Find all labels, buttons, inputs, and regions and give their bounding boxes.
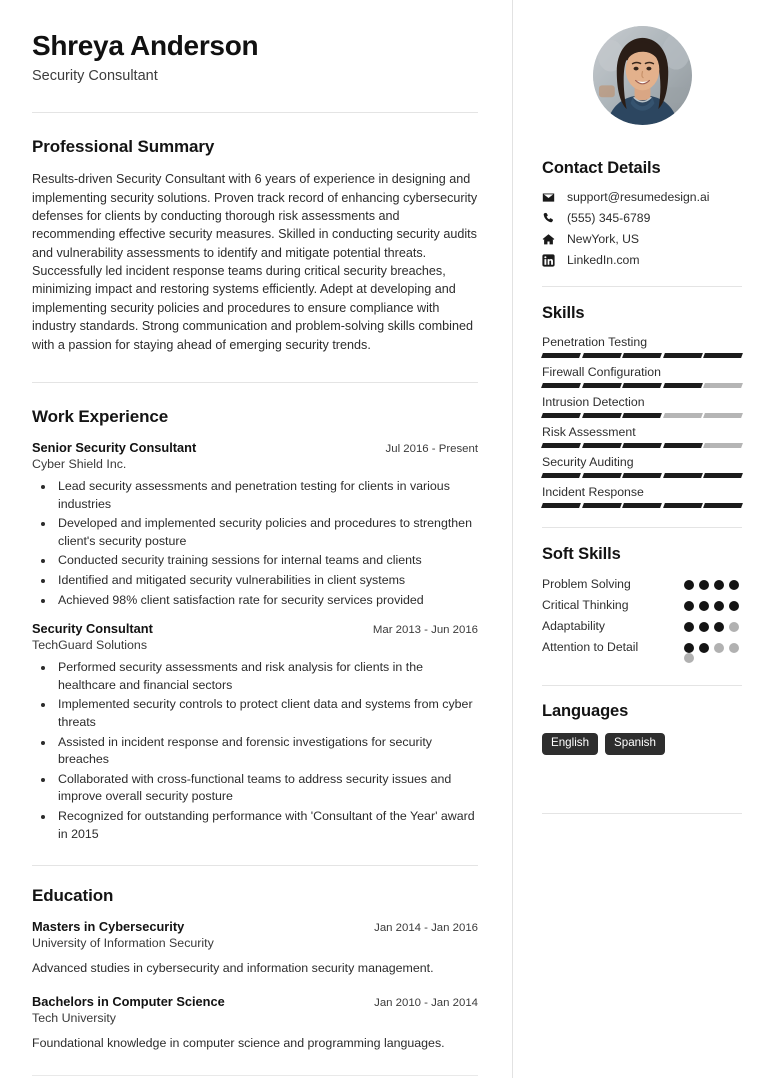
soft-skill-rating-dots [684, 639, 742, 663]
education-school: Tech University [32, 1010, 117, 1025]
rating-dot [699, 601, 709, 611]
work-experience-section [32, 407, 478, 843]
skill-segment [622, 413, 661, 418]
contact-item-phone[interactable] [542, 211, 742, 225]
language-tag-list [542, 733, 742, 755]
education-date: Jan 2010 - Jan 2014 [374, 996, 478, 1009]
avatar-wrap [542, 26, 742, 125]
skill-item [542, 365, 742, 388]
skill-segment [622, 383, 661, 388]
divider [32, 865, 478, 866]
section-heading-skills: Skills [542, 304, 585, 322]
contact-item-linkedin[interactable] [542, 253, 742, 267]
experience-bullets [32, 478, 478, 609]
envelope-icon [542, 191, 559, 204]
rating-dot [714, 580, 724, 590]
list-item: • Achieved 98% client satisfaction rate for security services provided [55, 592, 478, 610]
experience-date: Mar 2013 - Jun 2016 [372, 624, 478, 637]
skill-segment [703, 473, 742, 478]
list-item: • Lead security assessments and penetration testing for clients in various industries [55, 478, 478, 513]
experience-date: Jul 2016 - Present [385, 442, 478, 455]
rating-dot [699, 643, 709, 653]
skill-segment [703, 443, 742, 448]
profile-photo-illustration [593, 26, 692, 125]
home-icon [542, 233, 559, 246]
section-heading-soft-skills: Soft Skills [542, 545, 621, 563]
skills-section [542, 304, 742, 508]
skill-item [542, 485, 742, 508]
skill-segment [622, 503, 661, 508]
education-item [32, 994, 478, 1053]
rating-dot [714, 622, 724, 632]
languages-section [542, 702, 742, 755]
rating-dot [684, 643, 694, 653]
education-description: Advanced studies in cybersecurity and information security management. [32, 961, 434, 976]
education-degree: Bachelors in Computer Science [32, 993, 225, 1009]
rating-dot [729, 580, 739, 590]
divider [542, 527, 742, 528]
list-item: • Collaborated with cross-functional teams to address security issues and improve overall security posture [55, 771, 478, 806]
education-item [32, 919, 478, 978]
rating-dot [729, 643, 739, 653]
experience-company: TechGuard Solutions [32, 638, 148, 653]
skill-item [542, 395, 742, 418]
soft-skill-item [542, 618, 742, 634]
divider [542, 286, 742, 287]
rating-dot [729, 601, 739, 611]
soft-skills-section [542, 545, 742, 663]
skill-label: Incident Response [542, 485, 644, 499]
soft-skill-label: Attention to Detail [542, 640, 639, 655]
skill-segment [541, 503, 580, 508]
skill-segment [541, 383, 580, 388]
skill-segment [703, 383, 742, 388]
linkedin-icon [542, 254, 559, 267]
sidebar [512, 0, 768, 1078]
page-title: Shreya Anderson [32, 30, 259, 61]
soft-skill-item [542, 639, 742, 663]
list-item: • Recognized for outstanding performance with 'Consultant of the Year' award in 2015 [55, 808, 478, 843]
experience-role: Senior Security Consultant [32, 439, 197, 455]
contact-value: (555) 345-6789 [567, 211, 651, 225]
section-heading-contact: Contact Details [542, 159, 661, 177]
skill-segment [622, 443, 661, 448]
contact-list [542, 190, 742, 267]
skill-segment [663, 503, 702, 508]
list-item: • Performed security assessments and risk analysis for clients in the healthcare and financial sectors [55, 659, 478, 694]
rating-dot [699, 580, 709, 590]
experience-company: Cyber Shield Inc. [32, 456, 127, 471]
skill-segment [541, 353, 580, 358]
skill-label: Risk Assessment [542, 425, 636, 439]
skill-item [542, 335, 742, 358]
education-degree: Masters in Cybersecurity [32, 919, 185, 935]
summary-text: Results-driven Security Consultant with 6 years of experience in designing and implementing security solutions. Proven track record of enhancing cybersecurity defenses for clients by conducting thorough risk assessments and recommending effective security measures. Skilled in conducting security audits and vulnerability assessments to identify and mitigate potential threats. Successfully led incident response teams during critical security breaches, minimizing impact and restoring systems efficiently. Adept at developing and implementing security policies and procedures to ensure compliance with industry standards. Strong communication and problem-solving skills combined with a passion for staying ahead of emerging security trends. [32, 172, 478, 352]
skill-label: Firewall Configuration [542, 365, 661, 379]
soft-skill-rating-dots [684, 597, 742, 611]
contact-item-email[interactable] [542, 190, 742, 204]
skill-item [542, 425, 742, 448]
education-section [32, 886, 478, 1052]
education-date: Jan 2014 - Jan 2016 [374, 922, 478, 935]
section-heading-education: Education [32, 886, 114, 906]
language-tag: English [542, 733, 598, 755]
soft-skill-label: Adaptability [542, 619, 606, 634]
skill-segment [703, 503, 742, 508]
soft-skill-item [542, 576, 742, 592]
soft-skill-rating-dots [684, 576, 742, 590]
contact-item-location[interactable] [542, 232, 742, 246]
skill-item [542, 455, 742, 478]
soft-skill-label: Problem Solving [542, 577, 631, 591]
skill-rating-bar [542, 503, 742, 508]
divider [32, 382, 478, 383]
contact-value: NewYork, US [567, 232, 640, 246]
skill-rating-bar [542, 383, 742, 388]
skill-segment [703, 413, 742, 418]
rating-dot [684, 580, 694, 590]
section-heading-summary: Professional Summary [32, 137, 215, 157]
skill-segment [582, 413, 621, 418]
education-header [32, 994, 478, 1009]
job-title: Security Consultant [32, 68, 158, 85]
experience-item [32, 621, 478, 843]
professional-summary-section [32, 137, 478, 354]
skill-segment [663, 473, 702, 478]
section-heading-work: Work Experience [32, 406, 169, 426]
skill-segment [663, 383, 702, 388]
education-description: Foundational knowledge in computer science and programming languages. [32, 1035, 445, 1050]
skill-segment [582, 443, 621, 448]
contact-value: LinkedIn.com [567, 253, 640, 267]
phone-icon [542, 212, 559, 225]
skill-segment [582, 473, 621, 478]
divider [32, 112, 478, 113]
soft-skill-label: Critical Thinking [542, 598, 629, 613]
language-tag: Spanish [605, 733, 665, 755]
experience-header [32, 440, 478, 455]
skill-segment [582, 383, 621, 388]
skill-rating-bar [542, 443, 742, 448]
education-header [32, 919, 478, 934]
skill-label: Penetration Testing [542, 335, 648, 349]
rating-dot [684, 601, 694, 611]
avatar [593, 26, 692, 125]
header-block [32, 30, 478, 84]
rating-dot [684, 653, 694, 663]
skill-segment [541, 473, 580, 478]
experience-role: Security Consultant [32, 621, 153, 637]
contact-value: support@resumedesign.ai [567, 190, 710, 204]
list-item: • Implemented security controls to protect client data and systems from cyber threats [55, 696, 478, 731]
skill-segment [622, 473, 661, 478]
list-item: • Conducted security training sessions for internal teams and clients [55, 552, 478, 570]
list-item: • Assisted in incident response and forensic investigations for security breaches [55, 734, 478, 769]
skill-rating-bar [542, 353, 742, 358]
soft-skill-item [542, 597, 742, 613]
divider [32, 1075, 478, 1076]
skill-rating-bar [542, 413, 742, 418]
section-heading-languages: Languages [542, 702, 629, 721]
list-item: • Developed and implemented security policies and procedures to strengthen client's security posture [55, 515, 478, 550]
experience-bullets [32, 659, 478, 843]
skill-segment [663, 413, 702, 418]
rating-dot [714, 601, 724, 611]
soft-skill-rating-dots [684, 618, 742, 632]
skill-label: Intrusion Detection [542, 395, 645, 409]
skill-rating-bar [542, 473, 742, 478]
experience-header [32, 621, 478, 636]
experience-item [32, 440, 478, 609]
divider [542, 685, 742, 686]
skill-label: Security Auditing [542, 455, 634, 469]
skill-segment [663, 443, 702, 448]
skill-segment [541, 443, 580, 448]
education-school: University of Information Security [32, 936, 214, 951]
list-item: • Identified and mitigated security vulnerabilities in client systems [55, 572, 478, 590]
skill-segment [582, 353, 621, 358]
column-divider [512, 0, 513, 1078]
skill-segment [703, 353, 742, 358]
rating-dot [729, 622, 739, 632]
contact-details-section [542, 159, 742, 267]
skill-segment [663, 353, 702, 358]
rating-dot [699, 622, 709, 632]
skill-segment [622, 353, 661, 358]
rating-dot [714, 643, 724, 653]
divider [542, 813, 742, 814]
skill-segment [541, 413, 580, 418]
rating-dot [684, 622, 694, 632]
skill-segment [582, 503, 621, 508]
